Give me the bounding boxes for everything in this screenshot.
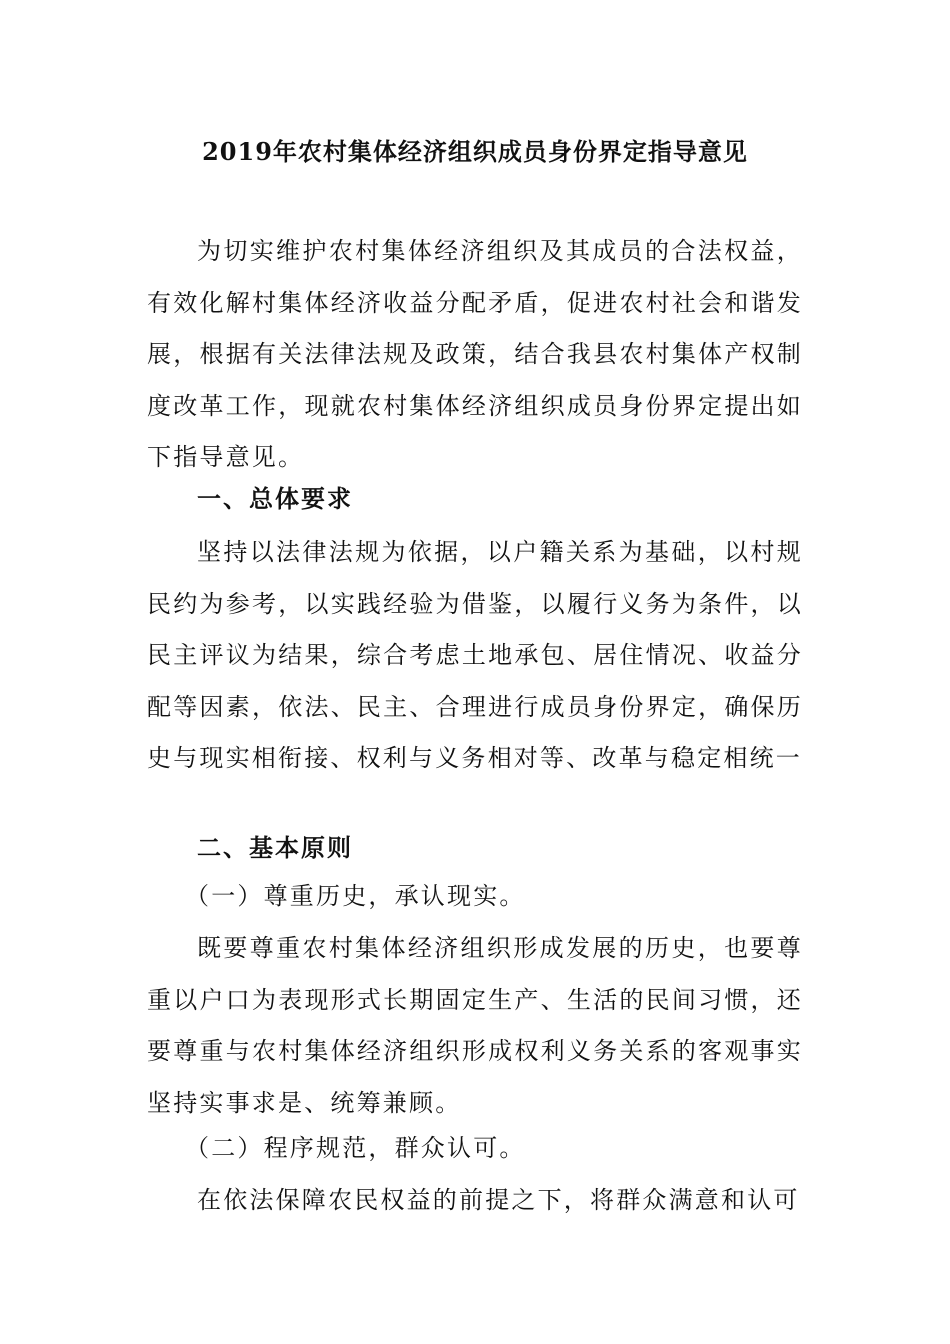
principle-2-title: （二）程序规范，群众认可。 bbox=[185, 1134, 526, 1162]
principle-1-title: （一）尊重历史，承认现实。 bbox=[185, 882, 526, 910]
principle-1-paragraph: 既要尊重农村集体经济组织形成发展的历史，也要尊重以户口为表现形式长期固定生产、生活的民间习惯，还要尊重与农村集体经济组织形成权利义务关系的客观事实坚持实事求是、统筹兼顾。 bbox=[147, 934, 803, 1117]
intro-paragraph: 为切实维护农村集体经济组织及其成员的合法权益，有效化解村集体经济收益分配矛盾，促进农村社会和谐发展，根据有关法律法规及政策，结合我县农村集体产权制度改革工作，现就农村集体经济组织成员身份界定提出如下指导意见。 bbox=[147, 237, 803, 471]
section-heading-basic-principles: 二、基本原则 bbox=[197, 833, 353, 862]
principle-2-paragraph: 在依法保障农民权益的前提之下，将群众满意和认可 bbox=[197, 1186, 800, 1214]
document-title: 2019年农村集体经济组织成员身份界定指导意见 bbox=[202, 137, 748, 166]
general-requirements-paragraph: 坚持以法律法规为依据，以户籍关系为基础，以村规民约为参考，以实践经验为借鉴，以履行义务为条件，以民主评议为结果，综合考虑土地承包、居住情况、收益分配等因素，依法、民主、合理进行成员身份界定，确保历史与现实相衔接、权利与义务相对等、改革与稳定相统一 bbox=[147, 538, 803, 772]
section-heading-general-requirements: 一、总体要求 bbox=[197, 484, 353, 513]
